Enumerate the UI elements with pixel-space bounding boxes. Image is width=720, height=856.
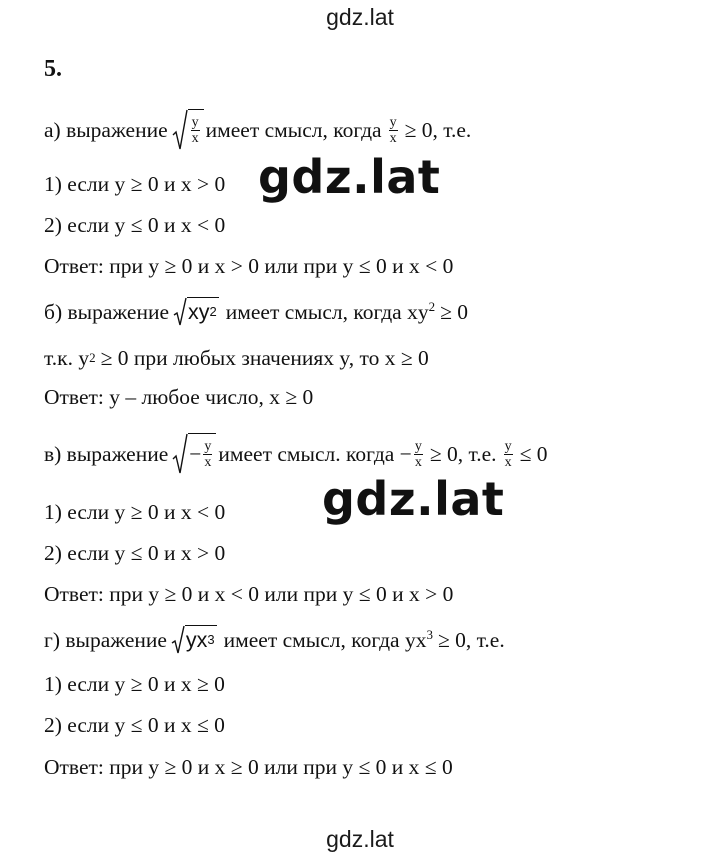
part-a-prefix: а) выражение (44, 117, 168, 142)
part-g-suffix: ≥ 0, т.е. (437, 627, 505, 652)
part-v-mid2: ≥ 0, т.е. (429, 441, 497, 466)
condition-fraction: $\frac{y}{x}$ (389, 114, 397, 146)
part-v-suffix: ≤ 0 (519, 441, 548, 466)
watermark-mid1: gdz.lat (258, 150, 441, 204)
part-g-answer: Ответ: при y ≥ 0 и x ≥ 0 или при y ≤ 0 и x ≤ 0 (44, 754, 453, 779)
part-b-statement (44, 292, 468, 332)
radical-sign-icon (171, 625, 185, 655)
part-b-middle: имеет смысл, когда $xy^2$ (225, 298, 436, 324)
part-v-middle: имеет смысл. когда − (218, 441, 412, 466)
part-b-suffix: ≥ 0 (440, 299, 469, 324)
part-b-answer: Ответ: y – любое число, x ≥ 0 (44, 384, 314, 409)
part-v-case1: 1) если y ≥ 0 и x < 0 (44, 499, 226, 524)
part-g-case1: 1) если y ≥ 0 и x ≥ 0 (44, 671, 225, 696)
task-number: 5. (44, 56, 62, 82)
watermark-top: gdz.lat (326, 4, 394, 30)
part-g-statement (44, 620, 505, 660)
part-a-case1: 1) если y ≥ 0 и x > 0 (44, 171, 226, 196)
part-a-answer: Ответ: при y ≥ 0 и x > 0 или при y ≤ 0 и x < 0 (44, 253, 454, 278)
radical-sign-icon (173, 297, 187, 327)
part-b-prefix: б) выражение (44, 299, 170, 324)
watermark-mid2: gdz.lat (322, 472, 505, 526)
sqrt-minus-y-over-x: − $\frac{y}{x}$ (172, 433, 216, 475)
condition-fraction-2: $\frac{y}{x}$ (504, 438, 512, 470)
part-a-statement (44, 110, 471, 150)
part-v-prefix: в) выражение (44, 441, 169, 466)
part-v-case2: 2) если y ≤ 0 и x > 0 (44, 540, 226, 565)
part-b-note: т.к. y 2 ≥ 0 при любых значениях y, то x ≥ 0 (44, 345, 429, 370)
radical-sign-icon (172, 109, 188, 151)
sqrt-fraction-y-over-x: $\frac{y}{x}$ (172, 109, 204, 151)
sqrt-xy-squared: xy 2 (173, 297, 219, 327)
watermark-bottom: gdz.lat (326, 826, 394, 852)
part-a-suffix: ≥ 0, т.е. (404, 117, 472, 142)
part-g-middle: имеет смысл, когда $yx^3$ (223, 626, 433, 652)
part-a-case2: 2) если y ≤ 0 и x < 0 (44, 212, 226, 237)
sqrt-yx-cubed: yx 3 (171, 625, 217, 655)
part-v-answer: Ответ: при y ≥ 0 и x < 0 или при y ≤ 0 и x > 0 (44, 581, 454, 606)
part-v-statement (44, 434, 548, 474)
radical-sign-icon (172, 433, 188, 475)
part-g-case2: 2) если y ≤ 0 и x ≤ 0 (44, 712, 225, 737)
part-a-middle: имеет смысл, когда (205, 117, 382, 142)
condition-fraction: $\frac{y}{x}$ (414, 438, 422, 470)
part-g-prefix: г) выражение (44, 627, 167, 652)
